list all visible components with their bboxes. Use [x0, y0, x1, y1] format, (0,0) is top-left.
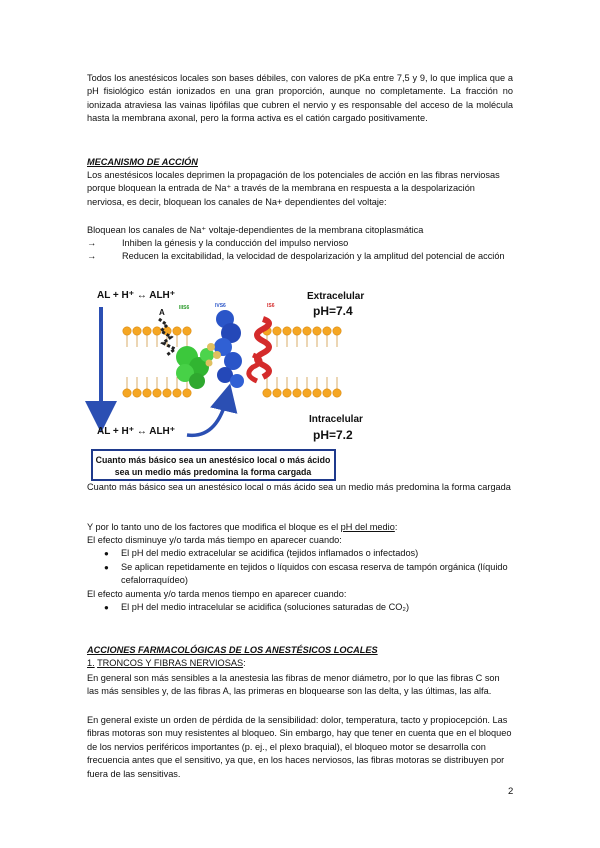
mechanism-paragraph: Los anestésicos locales deprimen la propagación de los potenciales de acción en las fibras nerviosas porque bloquean la entrada de Na⁺ a través de la membrana en respuesta a la despolarización nerviosa, es decir, bloquean los canales de Na+ dependientes del voltaje:: [87, 170, 500, 207]
helix-red: [257, 319, 269, 377]
ph-factor-line: [87, 521, 513, 534]
curved-arrow: [187, 397, 227, 435]
segment-label-red: IS6: [267, 303, 275, 309]
intracelular-label: Intracelular: [309, 414, 363, 425]
box-line-1: Cuanto más básico sea un anestésico local o más ácido: [95, 455, 331, 465]
block-line: Bloquean los canales de Na⁺ voltaje-dependientes de la membrana citoplasmática: [87, 225, 424, 235]
label-a: A: [159, 308, 165, 317]
ph-factor-link: pH del medio: [340, 522, 395, 532]
page-number: 2: [508, 786, 514, 797]
segment-label-blue: IVS6: [215, 303, 226, 309]
equation-bottom: AL + H⁺ ↔ ALH⁺: [97, 426, 176, 437]
segment-label-green: IIIS6: [179, 305, 190, 311]
intro-paragraph: Todos los anestésicos locales son bases débiles, con valores de pKa entre 7,5 y 9, lo que implica que a pH fisiológico están ionizados en una gran proporción, aunque no completamente. La fracción no ionizada atraviesa las vainas lipófilas que cubren el nervio y es responsable del acceso de la molécula hasta la membrana axonal, pero la forma activa es el catión cargado positivamente.: [87, 73, 513, 124]
ph-factor-prefix: Y por lo tanto uno de los factores que modifica el bloque es el: [87, 522, 341, 532]
actions-paragraph-2: En general existe un orden de pérdida de la sensibilidad: dolor, temperatura, tacto y propiocepción. Las fibras motoras son muy resistentes al bloqueo. Sin embargo, hay que tener en cuenta que en el bloqueo de los nervios periféricos importantes (p. ej., el plexo braquial), el bloqueo motor se desarrolla con frecuencia antes que el sensitivo, ya que, en los haces nerviosos, las fibras motoras se distribuyen por fuera de las sensitivas.: [87, 715, 512, 779]
subheading-text: TRONCOS Y FIBRAS NERVIOSAS: [97, 658, 244, 668]
mechanism-heading: MECANISMO DE ACCIÓN: [87, 157, 198, 167]
increase-title: El efecto aumenta y/o tarda menos tiempo en aparecer cuando:: [87, 589, 347, 599]
increase-item-1: El pH del medio intracelular se acidifica (soluciones saturadas de CO₂): [121, 602, 410, 612]
subheading-number: 1.: [87, 658, 95, 668]
arrow-item-text: Inhiben la génesis y la conducción del impulso nervioso: [122, 238, 349, 248]
figure-caption: Cuanto más básico sea un anestésico local o más ácido sea un medio más predomina la forma cargada: [87, 482, 511, 492]
arrow-icon: →: [87, 251, 97, 261]
arrow-item-1: [87, 237, 513, 250]
actions-subheading: [87, 657, 513, 670]
ph-bottom: pH=7.2: [313, 428, 353, 442]
bullet-icon: ●: [104, 549, 109, 558]
membrane-bottom-row: [123, 389, 341, 397]
actions-paragraph-1: En general son más sensibles a la anestesia las fibras de menor diámetro, por lo que las fibras C son las más sensibles y, de las fibras A, las primeras en bloquearse son las delta, y las últimas, las alfa.: [87, 673, 500, 697]
bullet-icon: ●: [104, 603, 109, 612]
helix-blue: [214, 310, 244, 388]
bullet-icon: ●: [104, 563, 109, 572]
actions-heading: ACCIONES FARMACOLÓGICAS DE LOS ANESTÉSICOS LOCALES: [87, 645, 378, 655]
ph-factor-suffix: :: [394, 522, 398, 532]
decrease-item-1: El pH del medio extracelular se acidifica (tejidos inflamados o infectados): [121, 548, 419, 558]
equation-top: AL + H⁺ ↔ ALH⁺: [97, 290, 176, 301]
subheading-colon: :: [243, 658, 246, 668]
extracelular-label: Extracelular: [307, 291, 365, 302]
decrease-item-2: Se aplican repetidamente en tejidos o líquidos con escasa reserva de tampón orgánica (líquido cefalorraquídeo): [121, 562, 508, 586]
decrease-title: El efecto disminuye y/o tarda más tiempo en aparecer cuando:: [87, 535, 342, 545]
arrow-item-text: Reducen la excitabilidad, la velocidad de despolarización y la amplitud del potencial de acción: [122, 251, 505, 261]
arrow-icon: →: [87, 238, 97, 248]
sodium-channel-figure: [87, 285, 365, 485]
ph-top: pH=7.4: [313, 304, 353, 318]
arrow-item-2: [87, 250, 513, 263]
box-line-2: sea un medio más predomina la forma cargada: [114, 467, 312, 477]
